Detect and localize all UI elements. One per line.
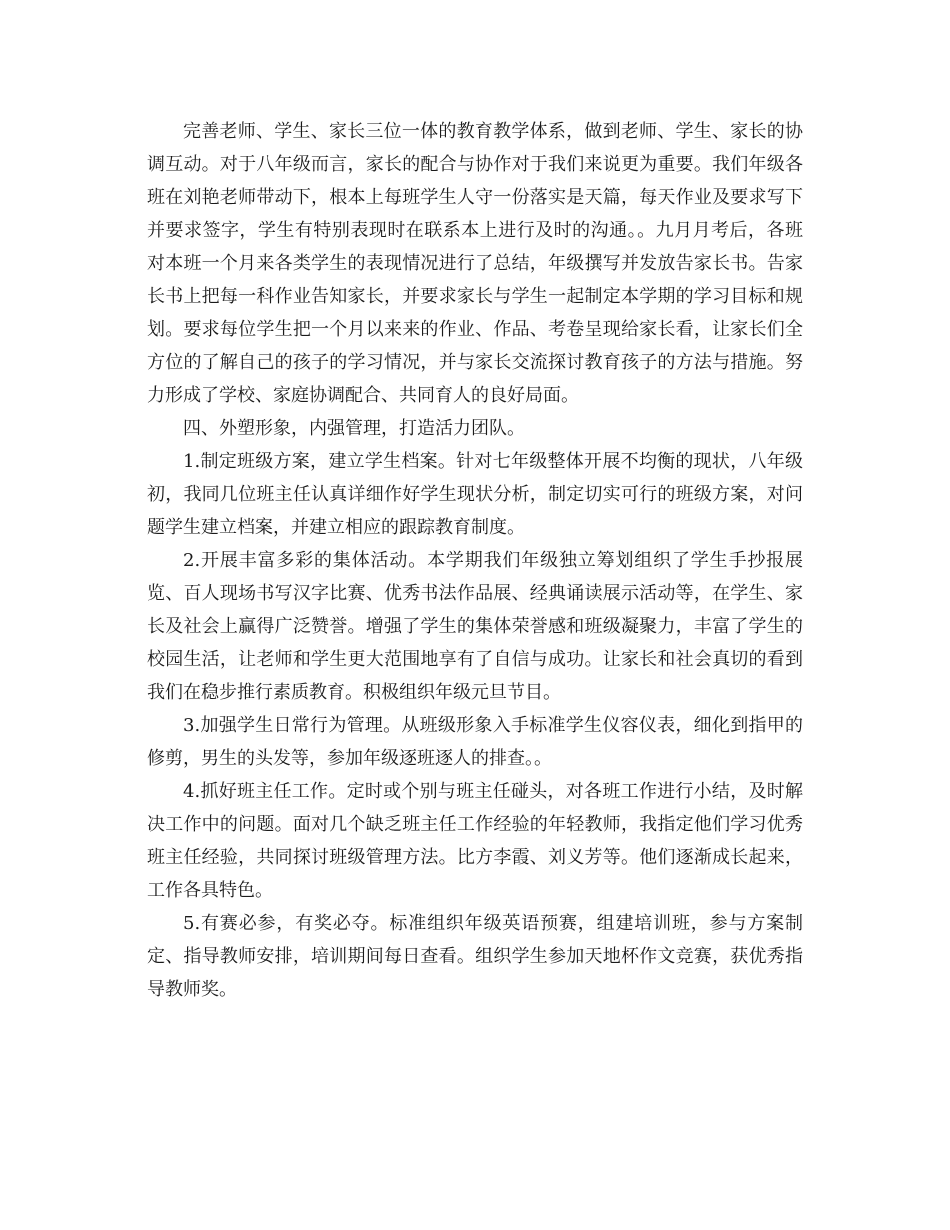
paragraph-item-3: 3.加强学生日常行为管理。从班级形象入手标准学生仪容仪表，细化到指甲的修剪，男生的头发等，参加年级逐班逐人的排查。。 [147,715,803,769]
paragraph-item-5: 5.有赛必参，有奖必夺。标准组织年级英语预赛，组建培训班，参与方案制定、指导教师安排，培训期间每日查看。组织学生参加天地杯作文竞赛，获优秀指导教师奖。 [147,913,803,1000]
paragraph-home-school-cooperation: 完善老师、学生、家长三位一体的教育教学体系，做到老师、学生、家长的协调互动。对于八年级而言，家长的配合与协作对于我们来说更为重要。我们年级各班在刘艳老师带动下，根本上每班学生人守一份落实是天篇，每天作业及要求写下并要求签字，学生有特别表现时在联系本上进行及时的沟通。。九月月考后，各班对本班一个月来各类学生的表现情况进行了总结，年级撰写并发放告家长书。告家长书上把每一科作业告知家长，并要求家长与学生一起制定本学期的学习目标和规划。要求每位学生把一个月以来来的作业、作品、考卷呈现给家长看，让家长们全方位的了解自己的孩子的学习情况，并与家长交流探讨教育孩子的方法与措施。努力形成了学校、家庭协调配合、共同育人的良好局面。 [147,121,803,406]
document-body [147,115,803,1006]
paragraph-item-2: 2.开展丰富多彩的集体活动。本学期我们年级独立筹划组织了学生手抄报展览、百人现场书写汉字比赛、优秀书法作品展、经典诵读展示活动等，在学生、家长及社会上赢得广泛赞誉。增强了学生的集体荣誉感和班级凝聚力，丰富了学生的校园生活，让老师和学生更大范围地享有了自信与成功。让家长和社会真切的看到我们在稳步推行素质教育。积极组织年级元旦节目。 [147,550,803,703]
paragraph-item-1: 1.制定班级方案，建立学生档案。针对七年级整体开展不均衡的现状，八年级初，我同几位班主任认真详细作好学生现状分析，制定切实可行的班级方案，对问题学生建立档案，并建立相应的跟踪教育制度。 [147,451,803,538]
section-heading-four: 四、外塑形象，内强管理，打造活力团队。 [183,418,525,439]
paragraph-item-4: 4.抓好班主任工作。定时或个别与班主任碰头，对各班工作进行小结，及时解决工作中的问题。面对几个缺乏班主任工作经验的年轻教师，我指定他们学习优秀班主任经验，共同探讨班级管理方法。比方李霞、刘义芳等。他们逐渐成长起来，工作各具特色。 [147,781,803,901]
